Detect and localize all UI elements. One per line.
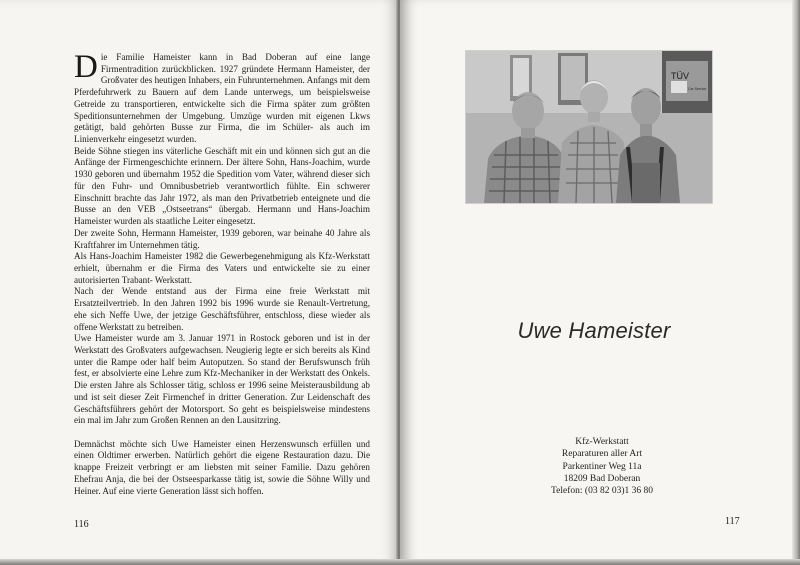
page-edge-right bbox=[792, 0, 800, 565]
right-page bbox=[400, 0, 800, 565]
paragraph-3: Der zweite Sohn, Hermann Hameister, 1939 geboren, war beinahe 40 Jahre als Kraftfahrer im Unternehmen tätig. bbox=[74, 227, 370, 250]
portrait-photo bbox=[465, 50, 713, 204]
address-line-city: 18209 Bad Doberan bbox=[563, 473, 641, 484]
article-text bbox=[74, 49, 370, 497]
page-edge-bottom bbox=[0, 559, 800, 565]
paragraph-2: Beide Söhne stiegen ins väterliche Geschäft mit ein und können sich gut an die Anfänge der Firmengeschichte erinnern. Der ältere Sohn, Hans-Joachim, wurde 1930 geboren und übernahm 1952 die Spedition vom Vater, während dieser sich für den Fuhr- und Omnibusbetrieb verantwortlich fühlte. Ein schwerer Einschnitt brachte das Jahr 1972, als man den Privatbetrieb enteignete und die Busse an den VEB „Ostseetrans“ übergab. Hermann und Hans-Joachim Hameister wurden als staatliche Leiter eingesetzt. bbox=[74, 145, 370, 227]
paragraph-4: Als Hans-Joachim Hameister 1982 die Gewerbegenehmigung als Kfz-Werkstatt erhielt, übernahm er die Firma des Vaters und entwickelte sie zu einer autorisierten Trabant- Werkstatt. bbox=[74, 251, 370, 285]
photo-three-men bbox=[466, 51, 712, 203]
paragraph-1-text: ie Familie Hameister kann in Bad Doberan auf eine lange Firmentradition zurückblicken. 1927 gründete Hermann Hameister, der Großvater des heutigen Inhabers, ein Fuhrunternehmen. Anfangs mit dem Pferdefuhrwerk zu Bauern auf dem Lande unterwegs, um beispielsweise Getreide zu transportieren, entwickelte sich die Firma später zum größten Speditionsunternehmen der Umgebung. Umzüge wurden mit eigenen Lkws getätigt, bald gehörten Busse zur Firma, die im Schüler- als auch im Linienverkehr eingesetzt wurden. bbox=[74, 52, 370, 145]
address-block bbox=[512, 436, 692, 497]
paragraph-1 bbox=[74, 49, 370, 146]
tuev-sign: TÜV bbox=[671, 71, 689, 81]
page-number-left: 116 bbox=[74, 519, 89, 530]
address-line-business-type: Kfz-Werkstatt bbox=[575, 437, 629, 447]
paragraph-5: Nach der Wende entstand aus der Firma eine freie Werkstatt mit Ersatzteilvertrieb. In den Jahren 1992 bis 1996 wurde sie Renault-Vertretung, ehe sich Neffe Uwe, der jetzige Geschäftsführer, entschloss, diese wieder als offene Werkstatt zu betreiben. bbox=[74, 286, 370, 332]
left-page bbox=[0, 0, 398, 565]
drop-cap: D bbox=[74, 49, 98, 85]
address-line-street: Parkentiner Weg 11a bbox=[562, 461, 642, 472]
shop-sign: Car Service bbox=[688, 87, 707, 91]
person-name-title: Uwe Hameister bbox=[517, 318, 671, 343]
paragraph-7: Demnächst möchte sich Uwe Hameister einen Herzenswunsch erfüllen und einen Oldtimer erwerben. Natürlich gehört die eigene Restauration dazu. Die knappe Freizeit verbringt er am liebsten mit seiner Familie. Dazu gehören Ehefrau Anja, die bei der Ostseesparkasse tätig ist, sowie die Söhne Willy und Heiner. Auf eine vierte Generation lässt sich hoffen. bbox=[74, 438, 370, 496]
address-line-phone: Telefon: (03 82 03)1 36 80 bbox=[551, 486, 653, 497]
paragraph-6: Uwe Hameister wurde am 3. Januar 1971 in Rostock geboren und ist in der Werkstatt des Großvaters aufgewachsen. Neugierig legte er sich bereits als Kind unter die Rampe oder half beim Autoputzen. So stand der Berufswunsch früh fest, er absolvierte eine Lehre zum Kfz-Mechaniker in der Werkstatt des Onkels. Die ersten Jahre als Schlosser tätig, schloss er 1996 seine Meisterausbildung ab und ist seit dieser Zeit Firmenchef in dritter Generation. Zur Leidenschaft des Geschäftsführers gehört der Motorsport. So geht es beispielsweise mindestens ein mal im Jahr zum Großen Rennen an den Lausitzring. bbox=[74, 333, 370, 426]
page-number-right: 117 bbox=[725, 516, 740, 527]
address-line-services: Reparaturen aller Art bbox=[561, 449, 643, 460]
